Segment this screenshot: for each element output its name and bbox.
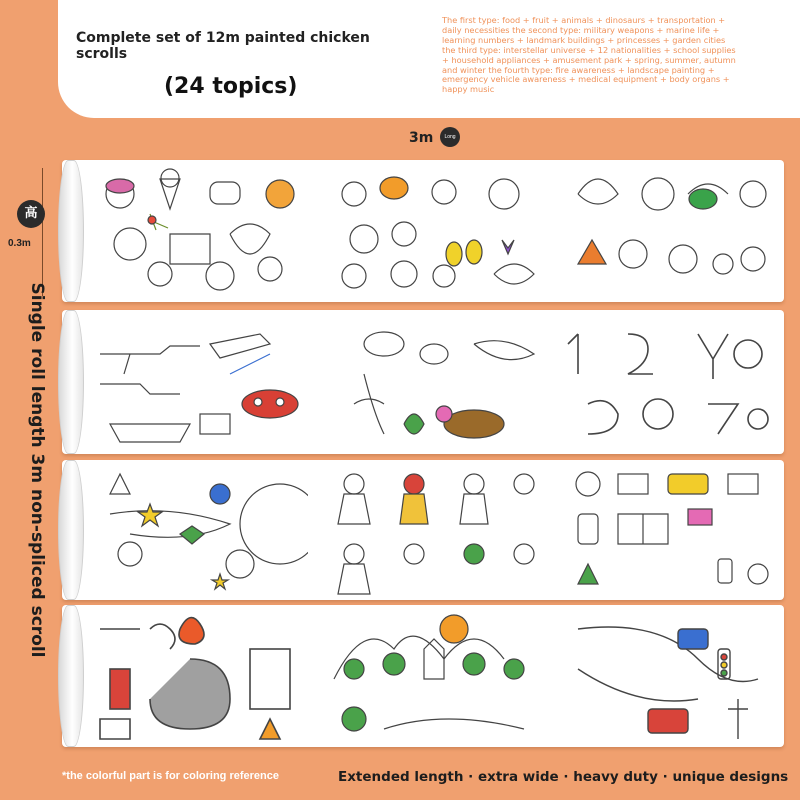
roll-1-panel-food bbox=[90, 164, 308, 298]
animals-illustration bbox=[558, 164, 776, 298]
scroll-roll-3 bbox=[62, 460, 784, 600]
roll-1-panel-animals bbox=[558, 164, 776, 298]
military-illustration bbox=[90, 314, 308, 450]
roll-3-panel-space bbox=[90, 464, 308, 596]
scroll-roll-2 bbox=[62, 310, 784, 454]
food-illustration bbox=[90, 164, 308, 298]
roll-3-panel-nationalities bbox=[324, 464, 542, 596]
marine-illustration bbox=[324, 314, 542, 450]
numbers-illustration bbox=[558, 314, 776, 450]
fire-awareness-illustration bbox=[90, 609, 308, 743]
side-caption-text: Single roll length 3m non-spliced scroll bbox=[27, 282, 47, 658]
roll-3-panel-school bbox=[558, 464, 776, 596]
product-subtitle: (24 topics) bbox=[164, 74, 298, 99]
scroll-roll-1 bbox=[62, 160, 784, 302]
roll-end bbox=[58, 460, 84, 600]
roll-1-panel-fruit bbox=[324, 164, 542, 298]
height-label: 0.3m bbox=[8, 238, 31, 249]
roll-end bbox=[58, 160, 84, 302]
length-label: 3m bbox=[409, 130, 434, 146]
header-card bbox=[58, 0, 800, 118]
roll-end bbox=[58, 310, 84, 454]
school-supplies-illustration bbox=[558, 464, 776, 596]
roll-4-panel-fire bbox=[90, 609, 308, 743]
landscape-illustration bbox=[324, 609, 542, 743]
emergency-vehicles-illustration bbox=[558, 609, 776, 743]
long-badge-icon: Long bbox=[440, 127, 460, 147]
nationalities-illustration bbox=[324, 464, 542, 596]
height-dimension-line bbox=[42, 168, 43, 296]
product-tagline: Extended length · extra wide · heavy duty · unique designs bbox=[338, 769, 789, 785]
roll-4-panel-emergency bbox=[558, 609, 776, 743]
fruit-illustration bbox=[324, 164, 542, 298]
roll-4-panel-landscape bbox=[324, 609, 542, 743]
scroll-roll-4 bbox=[62, 605, 784, 747]
coloring-reference-note: *the colorful part is for coloring reference bbox=[62, 770, 279, 782]
roll-2-panel-military bbox=[90, 314, 308, 450]
high-badge-icon: 高 bbox=[17, 200, 45, 228]
roll-end bbox=[58, 605, 84, 747]
product-title: Complete set of 12m painted chicken scrolls bbox=[76, 30, 370, 62]
roll-2-panel-numbers bbox=[558, 314, 776, 450]
roll-2-panel-marine bbox=[324, 314, 542, 450]
topics-description: The first type: food + fruit + animals + dinosaurs + transportation + daily necessities the second type: military weapons + marine life + learning numbers + landmark buildings + princesses + garden cities the third type: interstellar universe + 12 nationalities + school supplies + household appliances + amusement park + spring, summer, autumn and winter the fourth type: fire awareness + landscape painting + emergency vehicle awareness + medical equipment + body organs + happy music bbox=[442, 15, 736, 95]
space-illustration bbox=[90, 464, 308, 596]
